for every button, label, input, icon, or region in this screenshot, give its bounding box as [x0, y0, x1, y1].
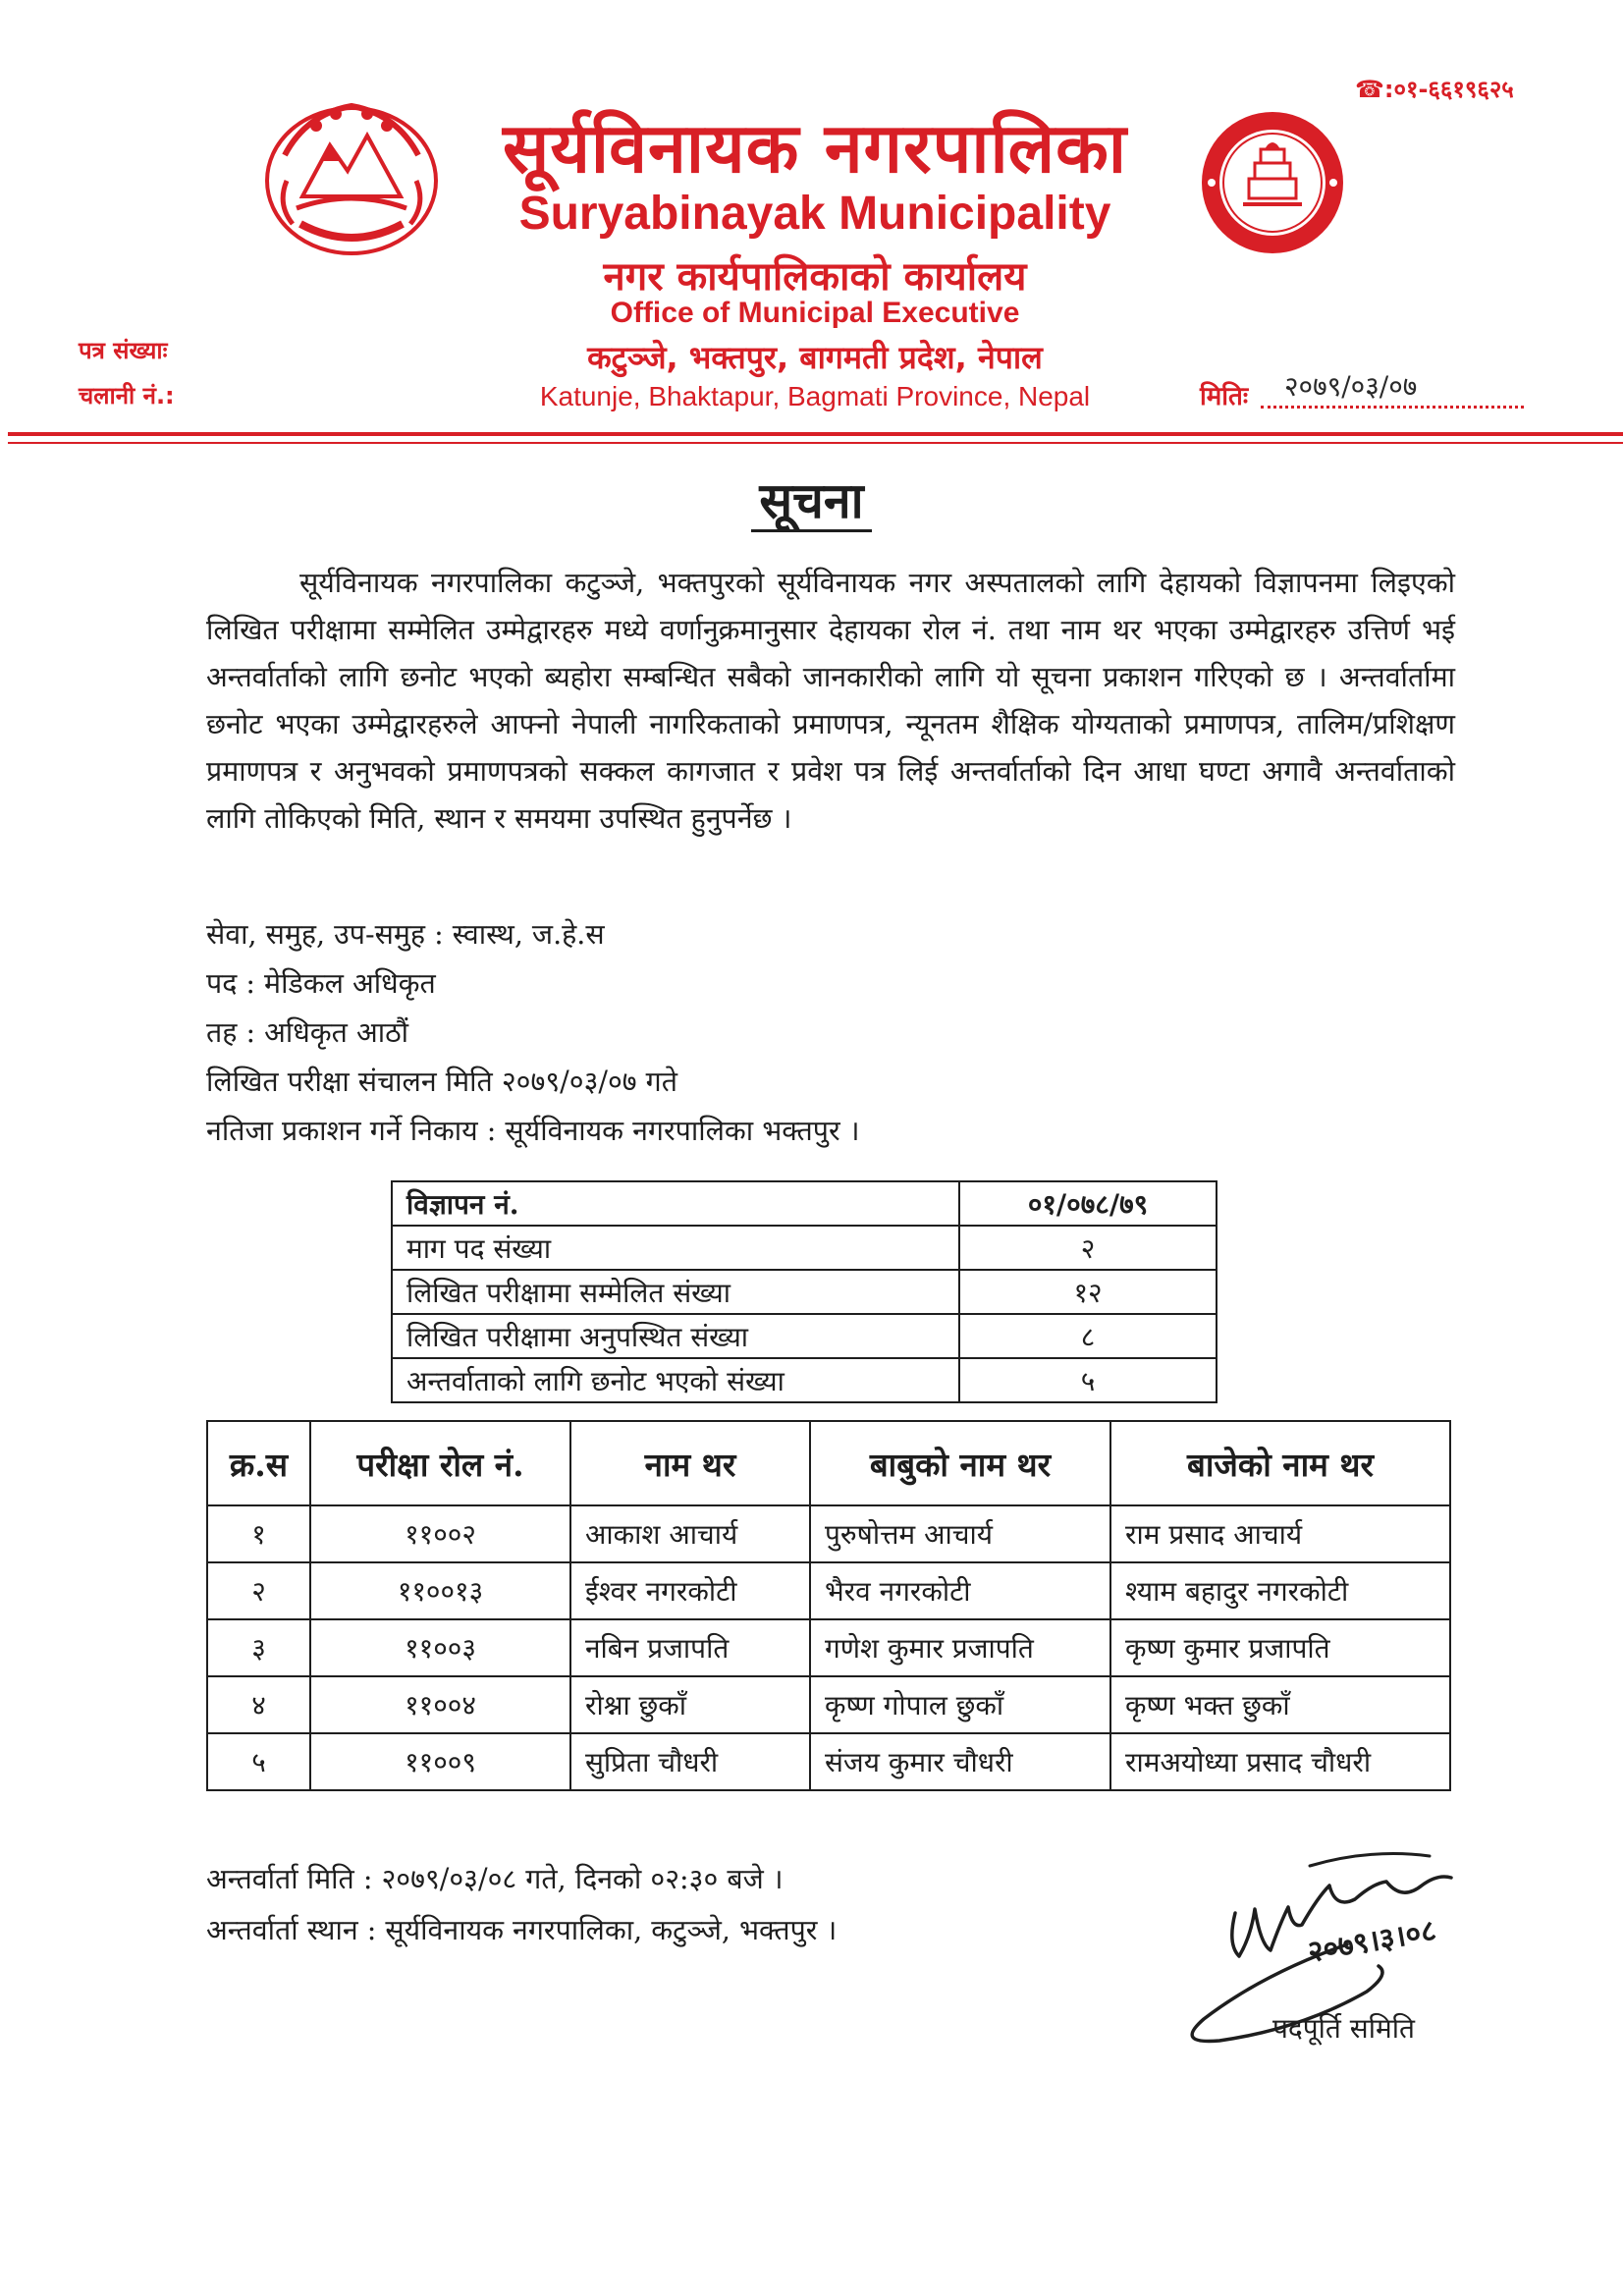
date-value: २०७९/०३/०७: [1284, 370, 1418, 403]
header-grandfather-name: बाजेको नाम थर: [1110, 1421, 1450, 1505]
summary-label: माग पद संख्या: [392, 1226, 959, 1270]
cell-roll-number: ११००३: [310, 1619, 570, 1676]
results-table: [206, 1420, 1451, 1791]
table-row: [207, 1562, 1450, 1619]
cell-roll-number: ११००९: [310, 1733, 570, 1790]
header-name: नाम थर: [570, 1421, 810, 1505]
patra-sankhya-label: पत्र संख्याः: [79, 337, 168, 364]
chalani-number-label: चलानी नं.:: [79, 382, 175, 410]
summary-row: [392, 1226, 1217, 1270]
office-name-en: Office of Municipal Executive: [610, 297, 1020, 329]
interview-place: अन्तर्वार्ता स्थान : सूर्यविनायक नगरपालिका, कटुञ्जे, भक्तपुर ।: [206, 1914, 838, 1946]
meta-result-publisher: नतिजा प्रकाशन गर्ने निकाय : सूर्यविनायक नगरपालिका भक्तपुर ।: [206, 1115, 860, 1147]
table-row: [207, 1733, 1450, 1790]
cell-father-name: कृष्ण गोपाल छुकाँ: [810, 1676, 1110, 1733]
letterhead-rule-thin: [8, 442, 1623, 444]
office-name-np: नगर कार्यपालिकाको कार्यालय: [603, 254, 1027, 300]
summary-value: ८: [959, 1314, 1217, 1358]
meta-post: पद : मेडिकल अधिकृत: [206, 967, 436, 1000]
table-row: [207, 1505, 1450, 1562]
summary-value: २: [959, 1226, 1217, 1270]
letter-date: [1200, 367, 1524, 416]
summary-row: [392, 1270, 1217, 1314]
cell-serial: ३: [207, 1619, 310, 1676]
cell-name: सुप्रिता चौधरी: [570, 1733, 810, 1790]
municipality-name-np: सूर्यविनायक नगरपालिका: [503, 108, 1127, 189]
notice-title: सूचना: [0, 465, 1623, 532]
cell-name: नबिन प्रजापति: [570, 1619, 810, 1676]
address-en: Katunje, Bhaktapur, Bagmati Province, Nepal: [539, 381, 1091, 411]
address-np: कटुञ्जे, भक्तपुर, बागमती प्रदेश, नेपाल: [587, 339, 1043, 376]
summary-label: विज्ञापन नं.: [392, 1181, 959, 1226]
cell-grandfather-name: कृष्ण भक्त छुकाँ: [1110, 1676, 1450, 1733]
summary-value: ५: [959, 1358, 1217, 1402]
cell-name: रोश्ना छुकाँ: [570, 1676, 810, 1733]
cell-grandfather-name: कृष्ण कुमार प्रजापति: [1110, 1619, 1450, 1676]
cell-father-name: भैरव नगरकोटी: [810, 1562, 1110, 1619]
header-father-name: बाबुको नाम थर: [810, 1421, 1110, 1505]
date-dotted-line: [1261, 406, 1524, 409]
cell-serial: २: [207, 1562, 310, 1619]
summary-row: [392, 1358, 1217, 1402]
cell-grandfather-name: श्याम बहादुर नगरकोटी: [1110, 1562, 1450, 1619]
summary-row: [392, 1314, 1217, 1358]
cell-serial: ४: [207, 1676, 310, 1733]
meta-level: तह : अधिकृत आठौं: [206, 1016, 409, 1049]
meta-exam-date: लिखित परीक्षा संचालन मिति २०७९/०३/०७ गते: [206, 1066, 677, 1098]
summary-label: अन्तर्वाताको लागि छनोट भएको संख्या: [392, 1358, 959, 1402]
signature-date: २०७९।३।०८: [1305, 1913, 1439, 1970]
cell-grandfather-name: राम प्रसाद आचार्य: [1110, 1505, 1450, 1562]
letterhead-rule-thick: [8, 432, 1623, 436]
cell-serial: १: [207, 1505, 310, 1562]
cell-roll-number: ११००१३: [310, 1562, 570, 1619]
results-header-row: [207, 1421, 1450, 1505]
notice-paragraph: सूर्यविनायक नगरपालिका कटुञ्जे, भक्तपुरको सूर्यविनायक नगर अस्पतालको लागि देहायको विज्ञापनमा लिइएको लिखित परीक्षामा सम्मेलित उम्मेद्वारहरु मध्ये वर्णानुक्रमानुसार देहायका रोल नं. तथा नाम थर भएका उम्मेद्वारहरु उत्तिर्ण भई अन्तर्वार्ताको लागि छनोट भएको ब्यहोरा सम्बन्धित सबैको जानकारीको लागि यो सूचना प्रकाशन गरिएको छ । अन्तर्वार्तामा छनोट भएका उम्मेद्वारहरुले आफ्नो नेपाली नागरिकताको प्रमाणपत्र, न्यूनतम शैक्षिक योग्यताको प्रमाणपत्र, तालिम/प्रशिक्षण प्रमाणपत्र र अनुभवको प्रमाणपत्रको सक्कल कागजात र प्रवेश पत्र लिई अन्तर्वार्ताको दिन आधा घण्टा अगावै अन्तर्वाताको लागि तोकिएको मिति, स्थान र समयमा उपस्थित हुनुपर्नेछ ।: [206, 567, 1455, 835]
cell-roll-number: ११००४: [310, 1676, 570, 1733]
table-row: [207, 1619, 1450, 1676]
summary-label: लिखित परीक्षामा सम्मेलित संख्या: [392, 1270, 959, 1314]
summary-value: १२: [959, 1270, 1217, 1314]
cell-father-name: संजय कुमार चौधरी: [810, 1733, 1110, 1790]
cell-name: ईश्वर नगरकोटी: [570, 1562, 810, 1619]
header-serial: क्र.स: [207, 1421, 310, 1505]
cell-serial: ५: [207, 1733, 310, 1790]
phone-number: ☎:०१-६६१९६२५: [1355, 76, 1514, 103]
summary-table: [391, 1180, 1217, 1403]
date-label: मितिः: [1200, 382, 1249, 411]
cell-grandfather-name: रामअयोध्या प्रसाद चौधरी: [1110, 1733, 1450, 1790]
cell-name: आकाश आचार्य: [570, 1505, 810, 1562]
committee-name: पदपूर्ति समिति: [1272, 2012, 1415, 2045]
municipality-name-en: Suryabinayak Municipality: [518, 188, 1111, 240]
cell-father-name: पुरुषोत्तम आचार्य: [810, 1505, 1110, 1562]
summary-label: लिखित परीक्षामा अनुपस्थित संख्या: [392, 1314, 959, 1358]
header-roll-number: परीक्षा रोल नं.: [310, 1421, 570, 1505]
interview-date: अन्तर्वार्ता मिति : २०७९/०३/०८ गते, दिनको ०२:३० बजे ।: [206, 1863, 784, 1895]
table-row: [207, 1676, 1450, 1733]
summary-row: [392, 1181, 1217, 1226]
cell-father-name: गणेश कुमार प्रजापति: [810, 1619, 1110, 1676]
meta-service-group: सेवा, समुह, उप-समुह : स्वास्थ, ज.हे.स: [206, 918, 605, 951]
cell-roll-number: ११००२: [310, 1505, 570, 1562]
summary-value: ०१/०७८/७९: [959, 1181, 1217, 1226]
